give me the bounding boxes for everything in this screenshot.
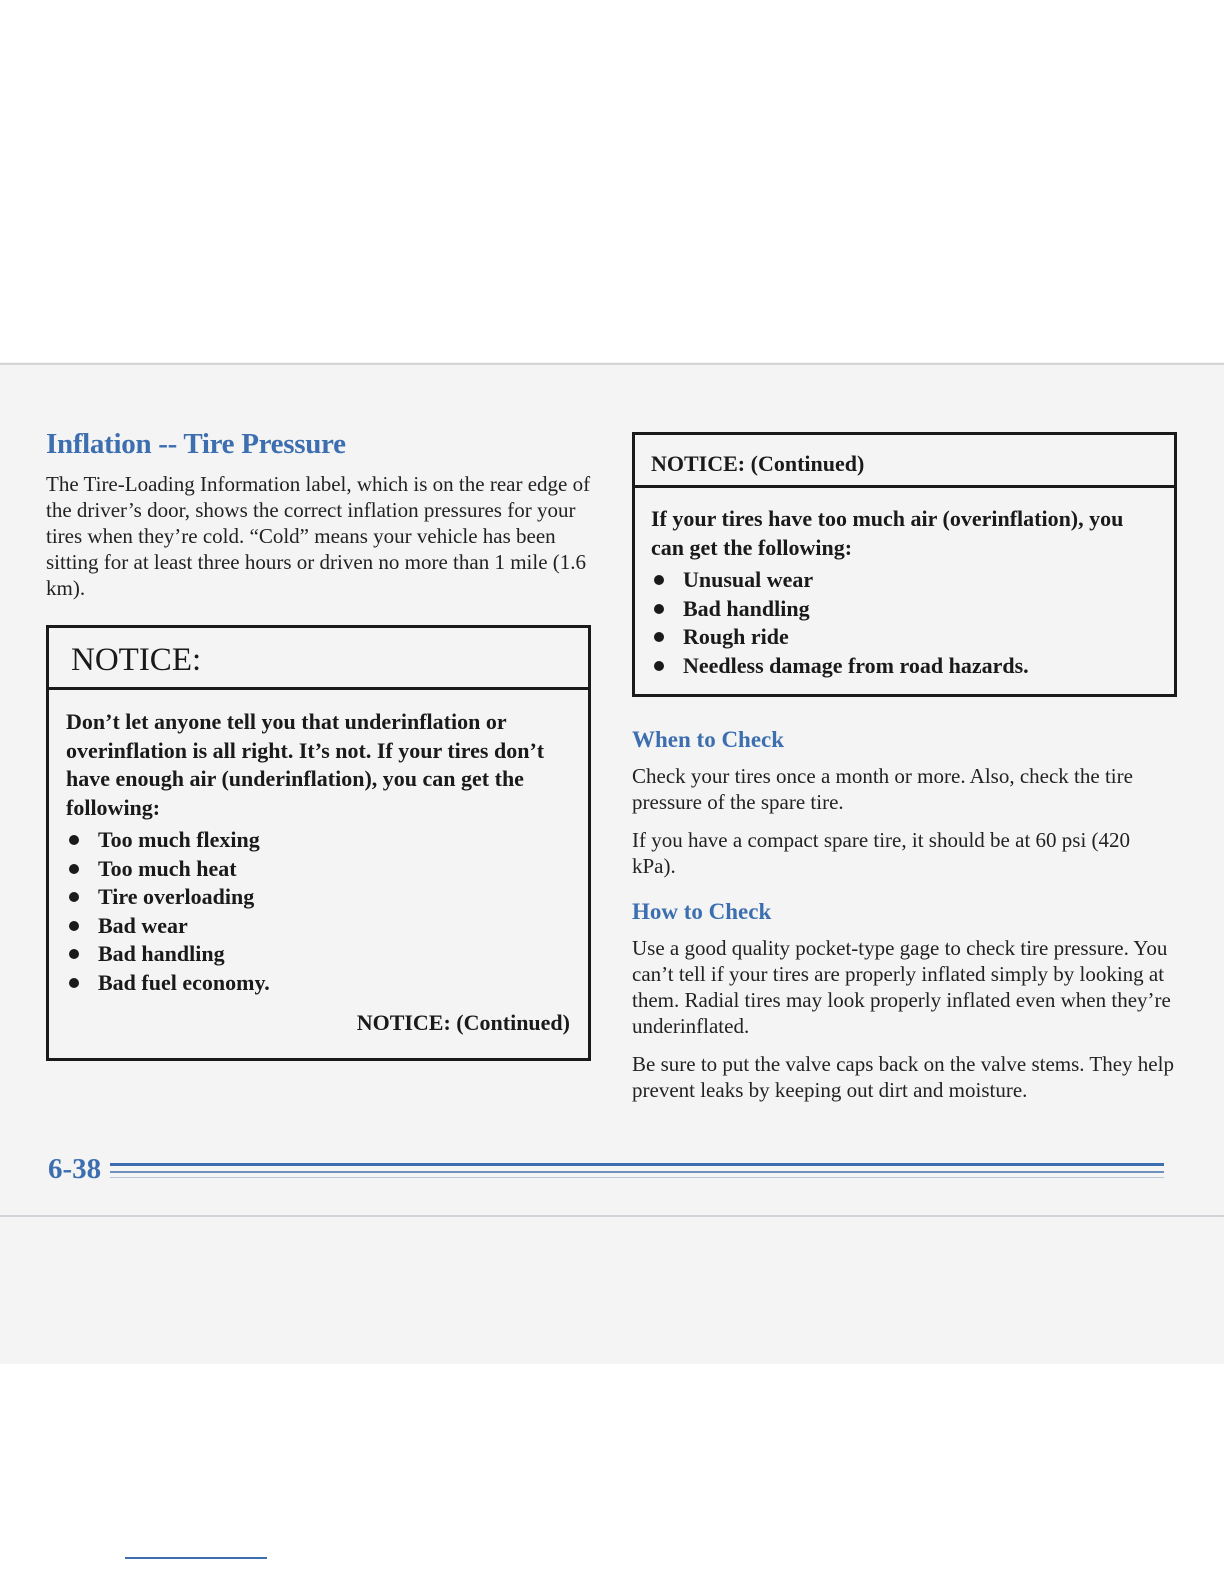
list-item-text: Bad fuel economy. [98, 969, 270, 995]
notice-continued-label: NOTICE: (Continued) [356, 1010, 570, 1035]
list-item [66, 969, 570, 998]
when-paragraph-1: Check your tires once a month or more. Also, check the tire pressure of the spare tire. [632, 764, 1133, 814]
footer-rule [110, 1171, 1164, 1173]
list-item [651, 595, 1158, 624]
notice-bullet-list [66, 826, 570, 997]
list-item-text: Needless damage from road hazards. [683, 652, 1029, 678]
list-item-text: Rough ride [683, 624, 789, 649]
bullet-icon [654, 632, 664, 642]
list-item [651, 623, 1158, 652]
notice-continued-text: If your tires have too much air (overinflation), you can get the following: [651, 506, 1124, 560]
list-item [66, 912, 570, 941]
list-item-text: Too much heat [98, 855, 237, 881]
bullet-icon [654, 661, 664, 671]
intro-paragraph: The Tire-Loading Information label, which is on the rear edge of the driver’s door, shows the correct inflation pressures for your tires when they’re cold. “Cold” means your vehicle has been sitting for at least three hours or driven no more than 1 mile (1.6 km). [46, 472, 591, 600]
bullet-icon [69, 892, 79, 902]
link-underline [125, 1557, 267, 1559]
notice-continued-box [632, 432, 1177, 697]
notice-continued-title: NOTICE: (Continued) [635, 435, 1174, 488]
list-item [66, 883, 570, 912]
bullet-icon [69, 864, 79, 874]
notice-continued-bullet-list [651, 566, 1158, 680]
list-item-text: Tire overloading [98, 884, 255, 909]
notice-box [46, 625, 591, 1061]
footer-rule [110, 1177, 1164, 1178]
page-footer [48, 1153, 1168, 1193]
list-item [66, 855, 570, 884]
bullet-icon [69, 978, 79, 988]
list-item-text: Bad wear [98, 912, 188, 938]
list-item-text: Bad handling [683, 595, 810, 621]
footer-rule [110, 1163, 1164, 1166]
bullet-icon [654, 604, 664, 614]
page-number: 6-38 [48, 1153, 102, 1185]
list-item-text: Bad handling [98, 941, 225, 966]
notice-continued-body [635, 488, 1174, 694]
bullet-icon [69, 921, 79, 931]
list-item-text: Unusual wear [683, 567, 814, 592]
section-title-inflation: Inflation -- Tire Pressure [46, 428, 346, 460]
section-title-how-to-check: How to Check [632, 899, 772, 924]
how-paragraph-2: Be sure to put the valve caps back on the valve stems. They help prevent leaks by keeping out dirt and moisture. [632, 1052, 1174, 1102]
list-item [651, 652, 1158, 681]
top-divider [0, 363, 1224, 365]
when-paragraph-2: If you have a compact spare tire, it should be at 60 psi (420 kPa). [632, 828, 1131, 878]
bullet-icon [69, 835, 79, 845]
how-paragraph-1: Use a good quality pocket-type gage to check tire pressure. You can’t tell if your tires are properly inflated simply by looking at them. Radial tires may look properly inflated even when they’re underinflated. [632, 936, 1171, 1038]
list-item-text: Too much flexing [98, 827, 260, 852]
list-item [66, 826, 570, 855]
notice-body [49, 690, 588, 1058]
bullet-icon [654, 575, 664, 585]
notice-text: Don’t let anyone tell you that underinflation or overinflation is all right. It’s not. If your tires don’t have enough air (underinflation), you can get the following: [66, 709, 545, 820]
notice-title: NOTICE: [49, 628, 588, 690]
left-column [46, 428, 591, 1061]
list-item [66, 940, 570, 969]
section-title-when-to-check: When to Check [632, 727, 785, 752]
bullet-icon [69, 949, 79, 959]
right-column [632, 432, 1177, 1115]
bottom-divider [0, 1215, 1224, 1217]
list-item [651, 566, 1158, 595]
